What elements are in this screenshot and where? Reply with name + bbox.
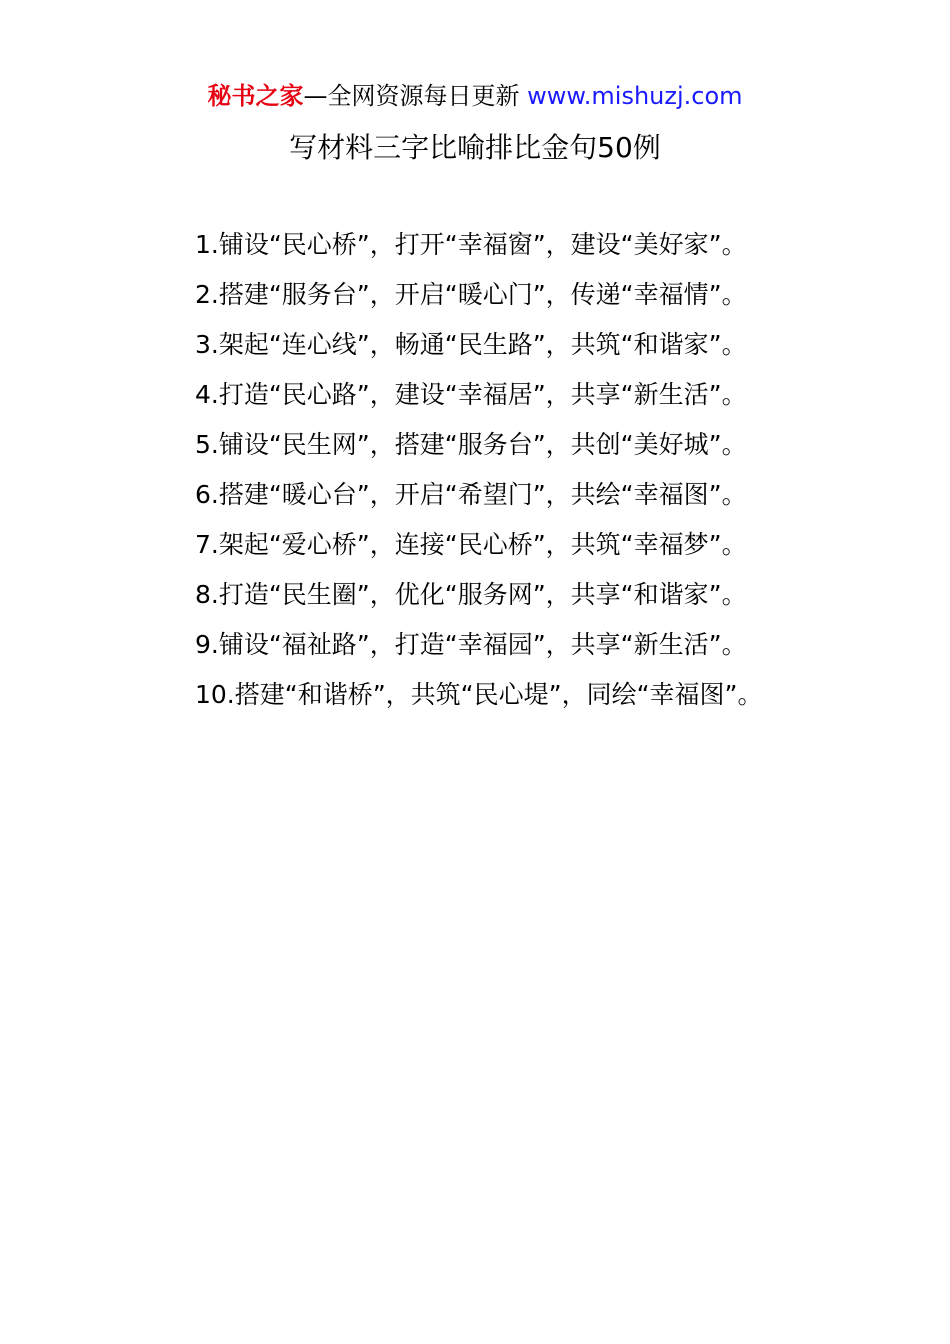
- phrase-list: [145, 220, 807, 720]
- list-item: 8.打造“民生圈”，优化“服务网”，共享“和谐家”。: [195, 580, 747, 609]
- site-url-link[interactable]: www.mishuzj.com: [527, 82, 743, 110]
- list-item: 10.搭建“和谐桥”，共筑“民心堤”，同绘“幸福图”。: [195, 680, 763, 709]
- brand-name: 秘书之家: [207, 82, 304, 110]
- list-item: 1.铺设“民心桥”，打开“幸福窗”，建设“美好家”。: [195, 230, 747, 259]
- list-item: 7.架起“爱心桥”，连接“民心桥”，共筑“幸福梦”。: [195, 530, 747, 559]
- list-item: 5.铺设“民生网”，搭建“服务台”，共创“美好城”。: [195, 430, 747, 459]
- list-item: 2.搭建“服务台”，开启“暖心门”，传递“幸福情”。: [195, 280, 747, 309]
- site-header: [0, 80, 950, 112]
- list-item: 6.搭建“暖心台”，开启“希望门”，共绘“幸福图”。: [195, 480, 747, 509]
- list-item: 9.铺设“福祉路”，打造“幸福园”，共享“新生活”。: [195, 630, 747, 659]
- document-title: 写材料三字比喻排比金句50例: [289, 131, 661, 164]
- list-item: 4.打造“民心路”，建设“幸福居”，共享“新生活”。: [195, 380, 747, 409]
- header-tagline: —全网资源每日更新: [303, 82, 528, 110]
- list-item: 3.架起“连心线”，畅通“民生路”，共筑“和谐家”。: [195, 330, 747, 359]
